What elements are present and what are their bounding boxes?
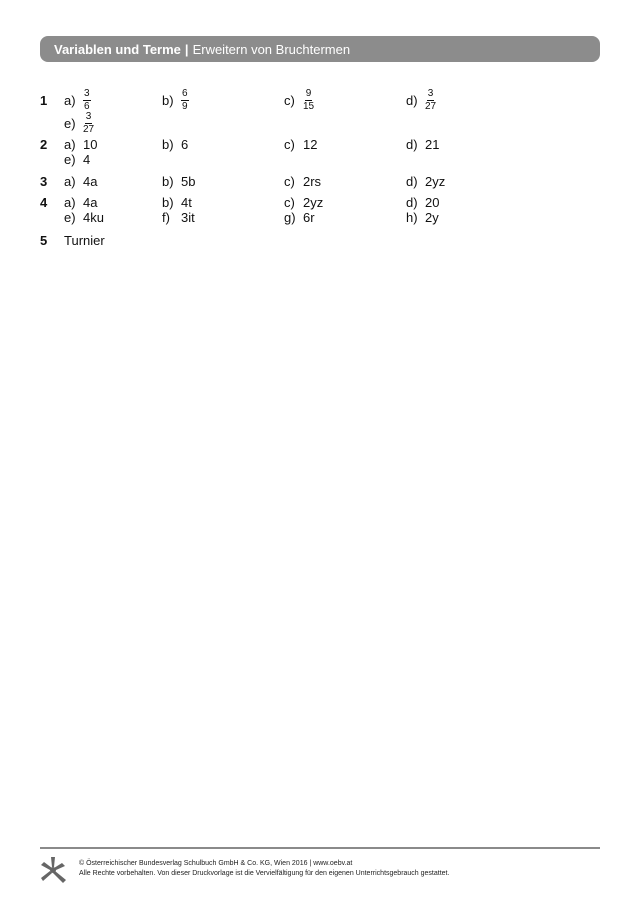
answer-1b: b) $\frac{6}{9}$ (162, 88, 188, 112)
publisher-logo-icon (40, 856, 66, 884)
answer-2c: c) 12 (284, 137, 318, 152)
exercise-number-2: 2 (40, 137, 48, 152)
answer-3d: d) 2yz (406, 174, 446, 189)
exercise-number-1: 1 (40, 93, 48, 108)
answer-4f: f) 3it (162, 210, 195, 225)
fraction: $\frac{6}{9}$ (182, 88, 188, 112)
answer-3a: a) 4a (64, 174, 98, 189)
footer-copyright (79, 859, 449, 879)
exercise-number-3: 3 (40, 174, 48, 189)
answer-4e: e) 4ku (64, 210, 104, 225)
answer-4d: d) 20 (406, 195, 440, 210)
answer-1c: c) $\frac{9}{15}$ (284, 88, 315, 112)
fraction: $\frac{9}{15}$ (303, 88, 315, 112)
answer-4h: h) 2y (406, 210, 439, 225)
answer-2a: a) 10 (64, 137, 98, 152)
page-header (40, 36, 600, 62)
answer-4g: g) 6r (284, 210, 315, 225)
answer-4a: a) 4a (64, 195, 98, 210)
answer-3b: b) 5b (162, 174, 196, 189)
fraction: $\frac{3}{27}$ (425, 88, 437, 112)
header-separator: | (184, 41, 189, 57)
answer-1d: d) $\frac{3}{27}$ (406, 88, 437, 112)
fraction: $\frac{3}{6}$ (84, 88, 90, 112)
footer-line-1: © Österreichischer Bundesverlag Schulbuch GmbH & Co. KG, Wien 2016 | www.oebv.at (79, 860, 353, 867)
fraction: $\frac{3}{27}$ (83, 111, 95, 135)
answer-2b: b) 6 (162, 137, 189, 152)
answer-1a: a) $\frac{3}{6}$ (64, 88, 90, 112)
exercise-number-5: 5 (40, 233, 48, 248)
answer-2d: d) 21 (406, 137, 440, 152)
footer-divider (40, 847, 600, 849)
exercise-number-4: 4 (40, 195, 48, 210)
header-subtitle: Erweitern von Bruchtermen (192, 41, 351, 57)
answer-1e: e) $\frac{3}{27}$ (64, 111, 95, 135)
answer-2e: e) 4 (64, 152, 91, 167)
footer-line-2: Alle Rechte vorbehalten. Von dieser Druckvorlage ist die Vervielfältigung für den eigenen Unterrichtsgebrauch gestattet. (79, 870, 450, 877)
header-title: Variablen und Terme (54, 41, 181, 57)
answer-4c: c) 2yz (284, 195, 324, 210)
answer-5: Turnier (64, 233, 105, 248)
answer-4b: b) 4t (162, 195, 192, 210)
answer-3c: c) 2rs (284, 174, 322, 189)
